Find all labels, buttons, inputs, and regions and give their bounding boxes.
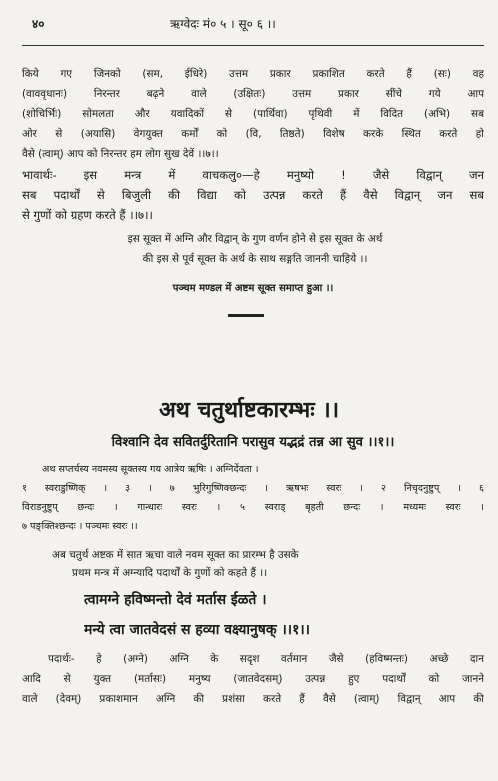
intro-line: अब चतुर्थ अष्टक में सात ऋचा वाले नवम सूक्त का प्रारम्भ है उसके	[52, 549, 299, 561]
rishi-line: विराडनुष्टुप् छन्दः । गान्धारः स्वरः । ५ स्वराड् बृहती छन्दः । मध्यमः स्वरः ।	[22, 502, 484, 513]
padartha-line: पदार्थः- हे (अग्ने) अग्नि के सदृश वर्तमान जैसे (हविष्मन्तः) अच्छे दान	[48, 653, 484, 665]
body-line: ओर से (अयासि) वेगयुक्त कर्मों को (वि, तिष्ठते) विशेष करके स्थित करते हो	[22, 128, 484, 140]
body-line: किये गए जिनको (सम, ईधिरे) उत्तम प्रकार प्रकाशित करते हैं (सः) वह	[22, 68, 484, 80]
summary-line: की इस से पूर्व सूक्त के अर्थ के साथ सङ्गति जाननी चाहिये ।।	[142, 253, 368, 265]
rishi-line: १ स्वराडुष्णिक् । ३ । ७ भुरिगुष्णिक्छन्दः । ऋषभः स्वरः । २ निचृदनुष्टुप् । ६	[22, 483, 484, 494]
shanti-mantra: विश्वानि देव सवितर्दुरितानि परासुव यद्भद्रं तन्न आ सुव ।।१।।	[111, 435, 395, 450]
sukta-conclusion: पञ्चम मण्डल में अष्टम सूक्त समाप्त हुआ ।।	[172, 283, 334, 294]
header-rule	[22, 45, 484, 46]
verse-line-1: त्वामग्ने हविष्मन्तो देवं मर्तास ईळते ।	[84, 592, 267, 608]
bhavartha-line: से गुणों को ग्रहण करते हैं ।।७।।	[22, 208, 153, 222]
intro-line: प्रथम मन्त्र में अग्न्यादि पदार्थों के गुणों को कहते हैं ।।	[72, 567, 268, 579]
page-number: ४०	[32, 17, 45, 31]
section-divider	[228, 314, 264, 317]
body-line: वैसे (त्वाम्) आप को निरन्तर हम लोग सुख देवें ।।७।।	[22, 148, 219, 160]
bhavartha-line: सब पदार्थों से बिजुली की विद्या को उत्पन्न करते हैं वैसे विद्वान् जन सब	[22, 188, 484, 202]
bhavartha-line: भावार्थः- इस मन्त्र में वाचकलु०—हे मनुष्यो ! जैसे विद्वान् जन	[22, 168, 484, 182]
body-line: (शोचिर्भिः) सोमलता और यवादिकों से (पार्थिवा) पृथिवी में विदित (अभि) सब	[22, 108, 484, 120]
ashtaka-heading: अथ चतुर्थाष्टकारम्भः ।।	[158, 398, 340, 423]
summary-line: इस सूक्त में अग्नि और विद्वान् के गुण वर्णन होने से इस सूक्त के अर्थ	[127, 233, 383, 245]
padartha-line: आदि से युक्त (मर्तासः) मनुष्य (जातवेदसम्) उत्पन्न हुए पदार्थों को जानने	[22, 673, 484, 685]
verse-line-2: मन्ये त्वा जातवेदसं स हव्या वक्ष्यानुषक् ।।१।।	[84, 622, 310, 638]
padartha-line: वाले (देवम्) प्रकाशमान अग्नि की प्रशंसा करते हैं वैसे (त्वाम्) विद्वान् आप की	[22, 693, 484, 705]
running-header: ऋग्वेदः मं० ५ । सू० ६ ।।	[170, 17, 276, 31]
body-line: (वाववृधानः) निरन्तर बढ़ने वाले (उक्षितः) उत्तम प्रकार सींचे गये आप	[22, 88, 484, 100]
rishi-line: ७ पङ्क्तिश्छन्दः । पञ्चमः स्वरः ।।	[22, 521, 138, 532]
rishi-line: अथ सप्तर्चस्य नवमस्य सूक्तस्य गय आत्रेय ऋषिः । अग्निर्देवता ।	[42, 464, 259, 475]
